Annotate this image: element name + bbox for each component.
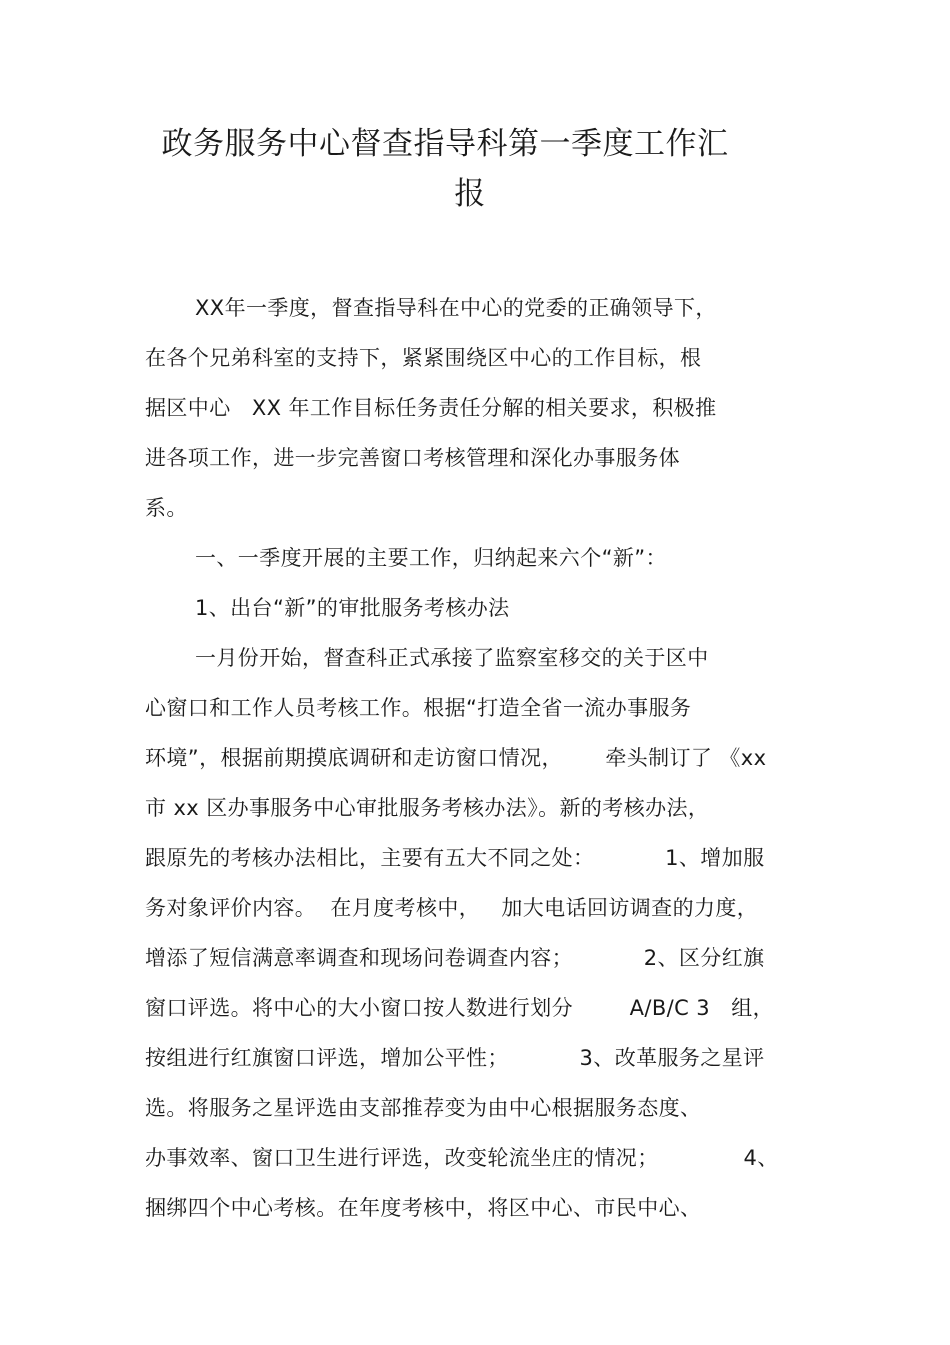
paragraph-line: 捆绑四个中心考核。在年度考核中，将区中心、市民中心、 [145, 1196, 702, 1220]
section-heading: 一、一季度开展的主要工作，归纳起来六个“新”： [195, 546, 667, 570]
paragraph-line: 进各项工作，进一步完善窗口考核管理和深化办事服务体 [145, 446, 680, 470]
paragraph-line: 选。将服务之星评选由支部推荐变为由中心根据服务态度、 [145, 1096, 702, 1120]
paragraph-line: 据区中心 XX 年工作目标任务责任分解的相关要求，积极推 [145, 396, 717, 420]
document-title-line-1: 政务服务中心督查指导科第一季度工作汇 [161, 126, 729, 162]
paragraph-line: 增添了短信满意率调查和现场问卷调查内容； 2、区分红旗 [145, 946, 765, 970]
paragraph-line: XX年一季度，督查指导科在中心的党委的正确领导下， [195, 296, 717, 320]
paragraph-line: 一月份开始，督查科正式承接了监察室移交的关于区中 [195, 646, 709, 670]
paragraph-line: 系。 [145, 496, 188, 520]
subsection-heading: 1、出台“新”的审批服务考核办法 [195, 596, 510, 620]
paragraph-line: 心窗口和工作人员考核工作。根据“打造全省一流办事服务 [145, 696, 692, 720]
paragraph-line: 在各个兄弟科室的支持下，紧紧围绕区中心的工作目标，根 [145, 346, 702, 370]
document-title-line-2: 报 [454, 176, 486, 212]
paragraph-line: 务对象评价内容。 在月度考核中， 加大电话回访调查的力度， [145, 896, 759, 920]
paragraph-line: 办事效率、窗口卫生进行评选，改变轮流坐庄的情况； 4、 [145, 1146, 779, 1170]
paragraph-line: 窗口评选。将中心的大小窗口按人数进行划分 A/B/C 3 组， [145, 996, 775, 1020]
paragraph-line: 按组进行红旗窗口评选，增加公平性； 3、改革服务之星评 [145, 1046, 765, 1070]
paragraph-line: 跟原先的考核办法相比，主要有五大不同之处： 1、增加服 [145, 846, 765, 870]
paragraph-line: 市 xx 区办事服务中心审批服务考核办法》。新的考核办法， [145, 796, 710, 820]
paragraph-line: 环境”，根据前期摸底调研和走访窗口情况， 牵头制订了 《xx [145, 746, 767, 770]
